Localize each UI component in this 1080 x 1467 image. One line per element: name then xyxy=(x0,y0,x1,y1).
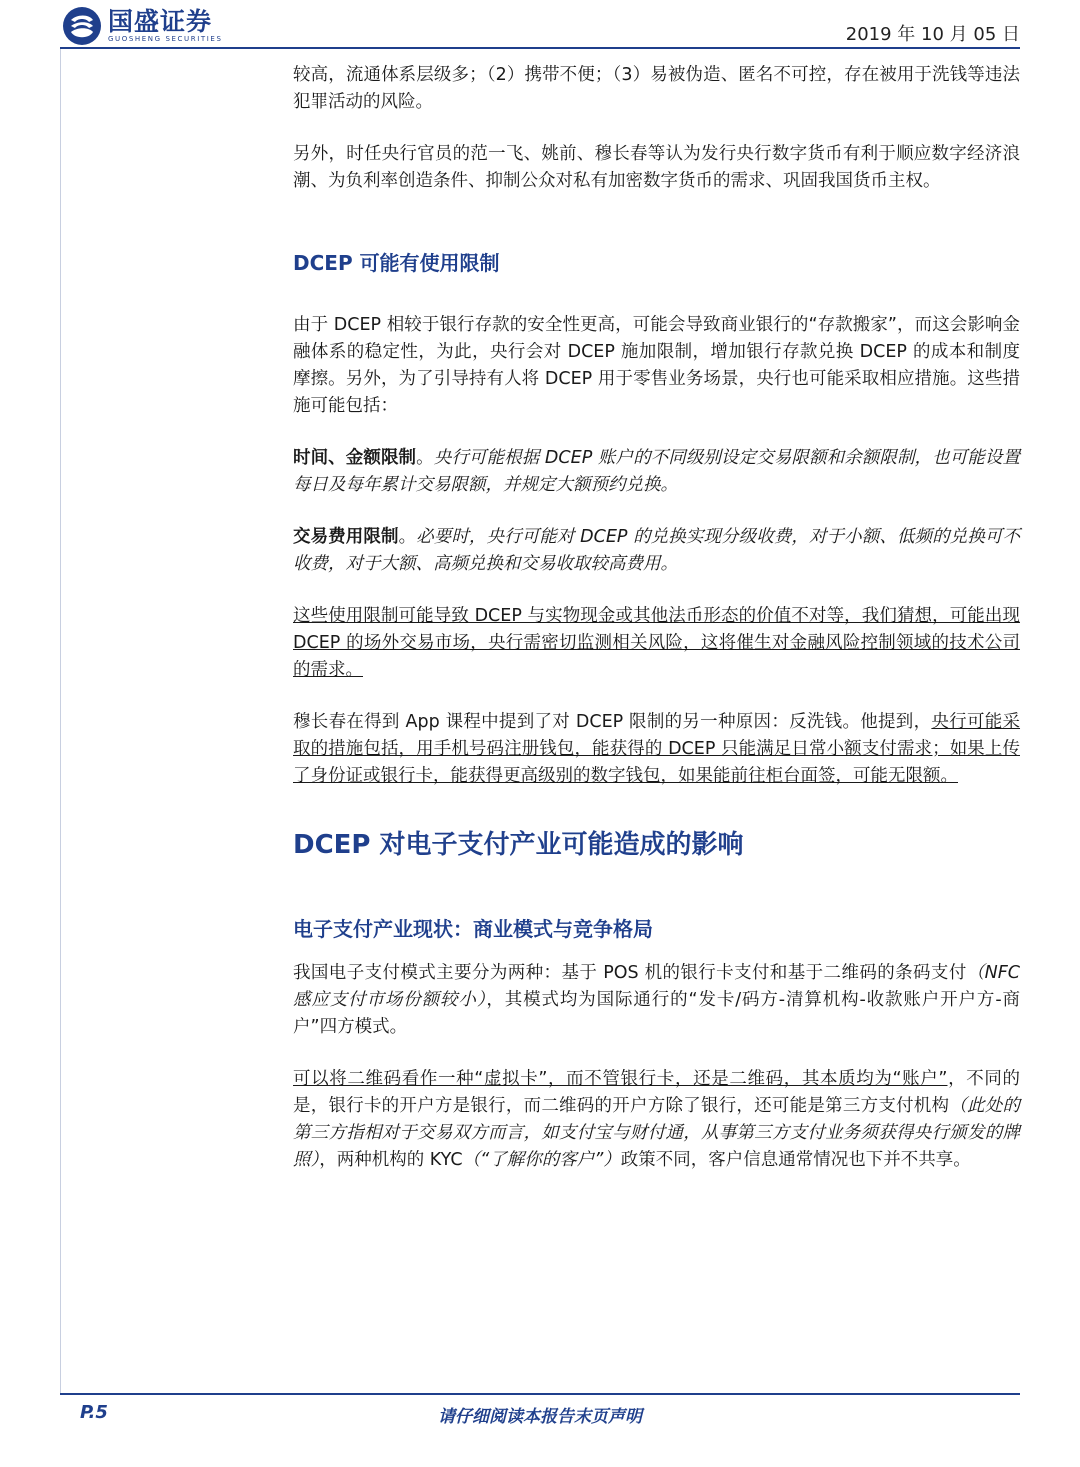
label-fee-limits: 交易费用限制 xyxy=(293,527,399,547)
footer-disclaimer: 请仔细阅读本报告末页声明 xyxy=(438,1407,642,1427)
paragraph-cash-drawbacks: 较高，流通体系层级多；（2）携带不便；（3）易被伪造、匿名不可控，存在被用于洗钱等违法犯罪活动的风险。 xyxy=(293,65,1020,112)
paragraph-fee-limits xyxy=(293,524,1020,578)
text-amount-limits: 央行可能根据 DCEP 账户的不同级别设定交易限额和余额限制，也可能设置每日及每年累计交易限额，并规定大额预约兑换。 xyxy=(293,448,1020,495)
text-nfc-note: （NFC 感应支付市场份额较小） xyxy=(293,963,1020,1010)
text-virtual-card: 可以将二维码看作一种“虚拟卡”，而不管银行卡，还是二维码，其本质均为“账户” xyxy=(293,1069,948,1089)
text-aml-measures: 央行可能采取的措施包括，用手机号码注册钱包，能获得的 DCEP 只能满足日常小额支付需求；如果上传了身份证或银行卡，能获得更高级别的数字钱包，如果能前往柜台面签，可能无限额。 xyxy=(293,712,1021,786)
paragraph-amount-limits xyxy=(293,445,1020,499)
header-divider xyxy=(60,47,1020,49)
text-kyc: ，两种机构的 KYC xyxy=(319,1150,463,1170)
text-kyc-note: （“了解你的客户”） xyxy=(462,1150,621,1170)
paragraph-deposit-migration: 由于 DCEP 相较于银行存款的安全性更高，可能会导致商业银行的“存款搬家”，而这会影响金融体系的稳定性，为此，央行会对 DCEP 施加限制，增加银行存款兑换 DCEP 的成本和制度摩擦。另外，为了引导持有人将 DCEP 用于零售业务场景，央行也可能采取相应措施。这些措施可能包括： xyxy=(293,315,1020,416)
section-heading-usage-limits: DCEP 可能有使用限制 xyxy=(293,251,500,275)
logo-emblem-icon xyxy=(62,6,102,46)
paragraph-otc-market: 这些使用限制可能导致 DCEP 与实物现金或其他法币形态的价值不对等，我们猜想，可能出现 DCEP 的场外交易市场，央行需密切监测相关风险，这将催生对金融风险控制领域的技术公司的需求。 xyxy=(293,606,1020,680)
text-four-party-model: ，其模式均为国际通行的“发卡/码方-清算机构-收款账户开户方-商户”四方模式。 xyxy=(293,990,1021,1037)
company-logo xyxy=(62,6,223,46)
paragraph-anti-money-laundering xyxy=(293,709,1020,790)
separator: 。 xyxy=(416,448,434,468)
text-aml-intro: 穆长春在得到 App 课程中提到了对 DCEP 限制的另一种原因：反洗钱。他提到， xyxy=(293,712,932,732)
separator: 。 xyxy=(398,527,417,547)
report-body xyxy=(293,62,1020,1174)
text-account-issuers: ，不同的是，银行卡的开户方是银行，而二维码的开户方除了银行，还可能是第三方支付机构 xyxy=(293,1069,1021,1116)
paragraph-virtual-card xyxy=(293,1066,1020,1174)
paragraph-payment-models xyxy=(293,960,1020,1041)
logo-english-name: GUOSHENG SECURITIES xyxy=(108,35,223,43)
page-header xyxy=(0,0,1080,60)
section-heading-payment-impact: DCEP 对电子支付产业可能造成的影响 xyxy=(293,830,744,860)
logo-chinese-name: 国盛证券 xyxy=(108,7,213,36)
report-date: 2019 年 10 月 05 日 xyxy=(845,24,1020,45)
text-third-party-note: （此处的第三方指相对于交易双方而言，如支付宝与财付通，从事第三方支付业务须获得央行颁发的牌照） xyxy=(293,1096,1021,1170)
page-number: P.5 xyxy=(80,1402,108,1423)
text-fee-limits: 必要时，央行可能对 DCEP 的兑换实现分级收费，对于小额、低频的兑换可不收费，对于大额、高频兑换和交易收取较高费用。 xyxy=(293,527,1021,574)
subsection-heading-industry-status: 电子支付产业现状：商业模式与竞争格局 xyxy=(293,917,653,941)
paragraph-official-views: 另外，时任央行官员的范一飞、姚前、穆长春等认为发行央行数字货币有利于顺应数字经济浪潮、为负利率创造条件、抑制公众对私有加密数字货币的需求、巩固我国货币主权。 xyxy=(293,144,1020,191)
text-kyc-policy: 政策不同，客户信息通常情况也下并不共享。 xyxy=(620,1150,971,1170)
left-margin-rule xyxy=(60,49,61,1394)
footer-divider xyxy=(60,1393,1020,1395)
label-amount-limits: 时间、金额限制 xyxy=(293,448,417,468)
text-payment-models: 我国电子支付模式主要分为两种：基于 POS 机的银行卡支付和基于二维码的条码支付 xyxy=(293,963,967,983)
